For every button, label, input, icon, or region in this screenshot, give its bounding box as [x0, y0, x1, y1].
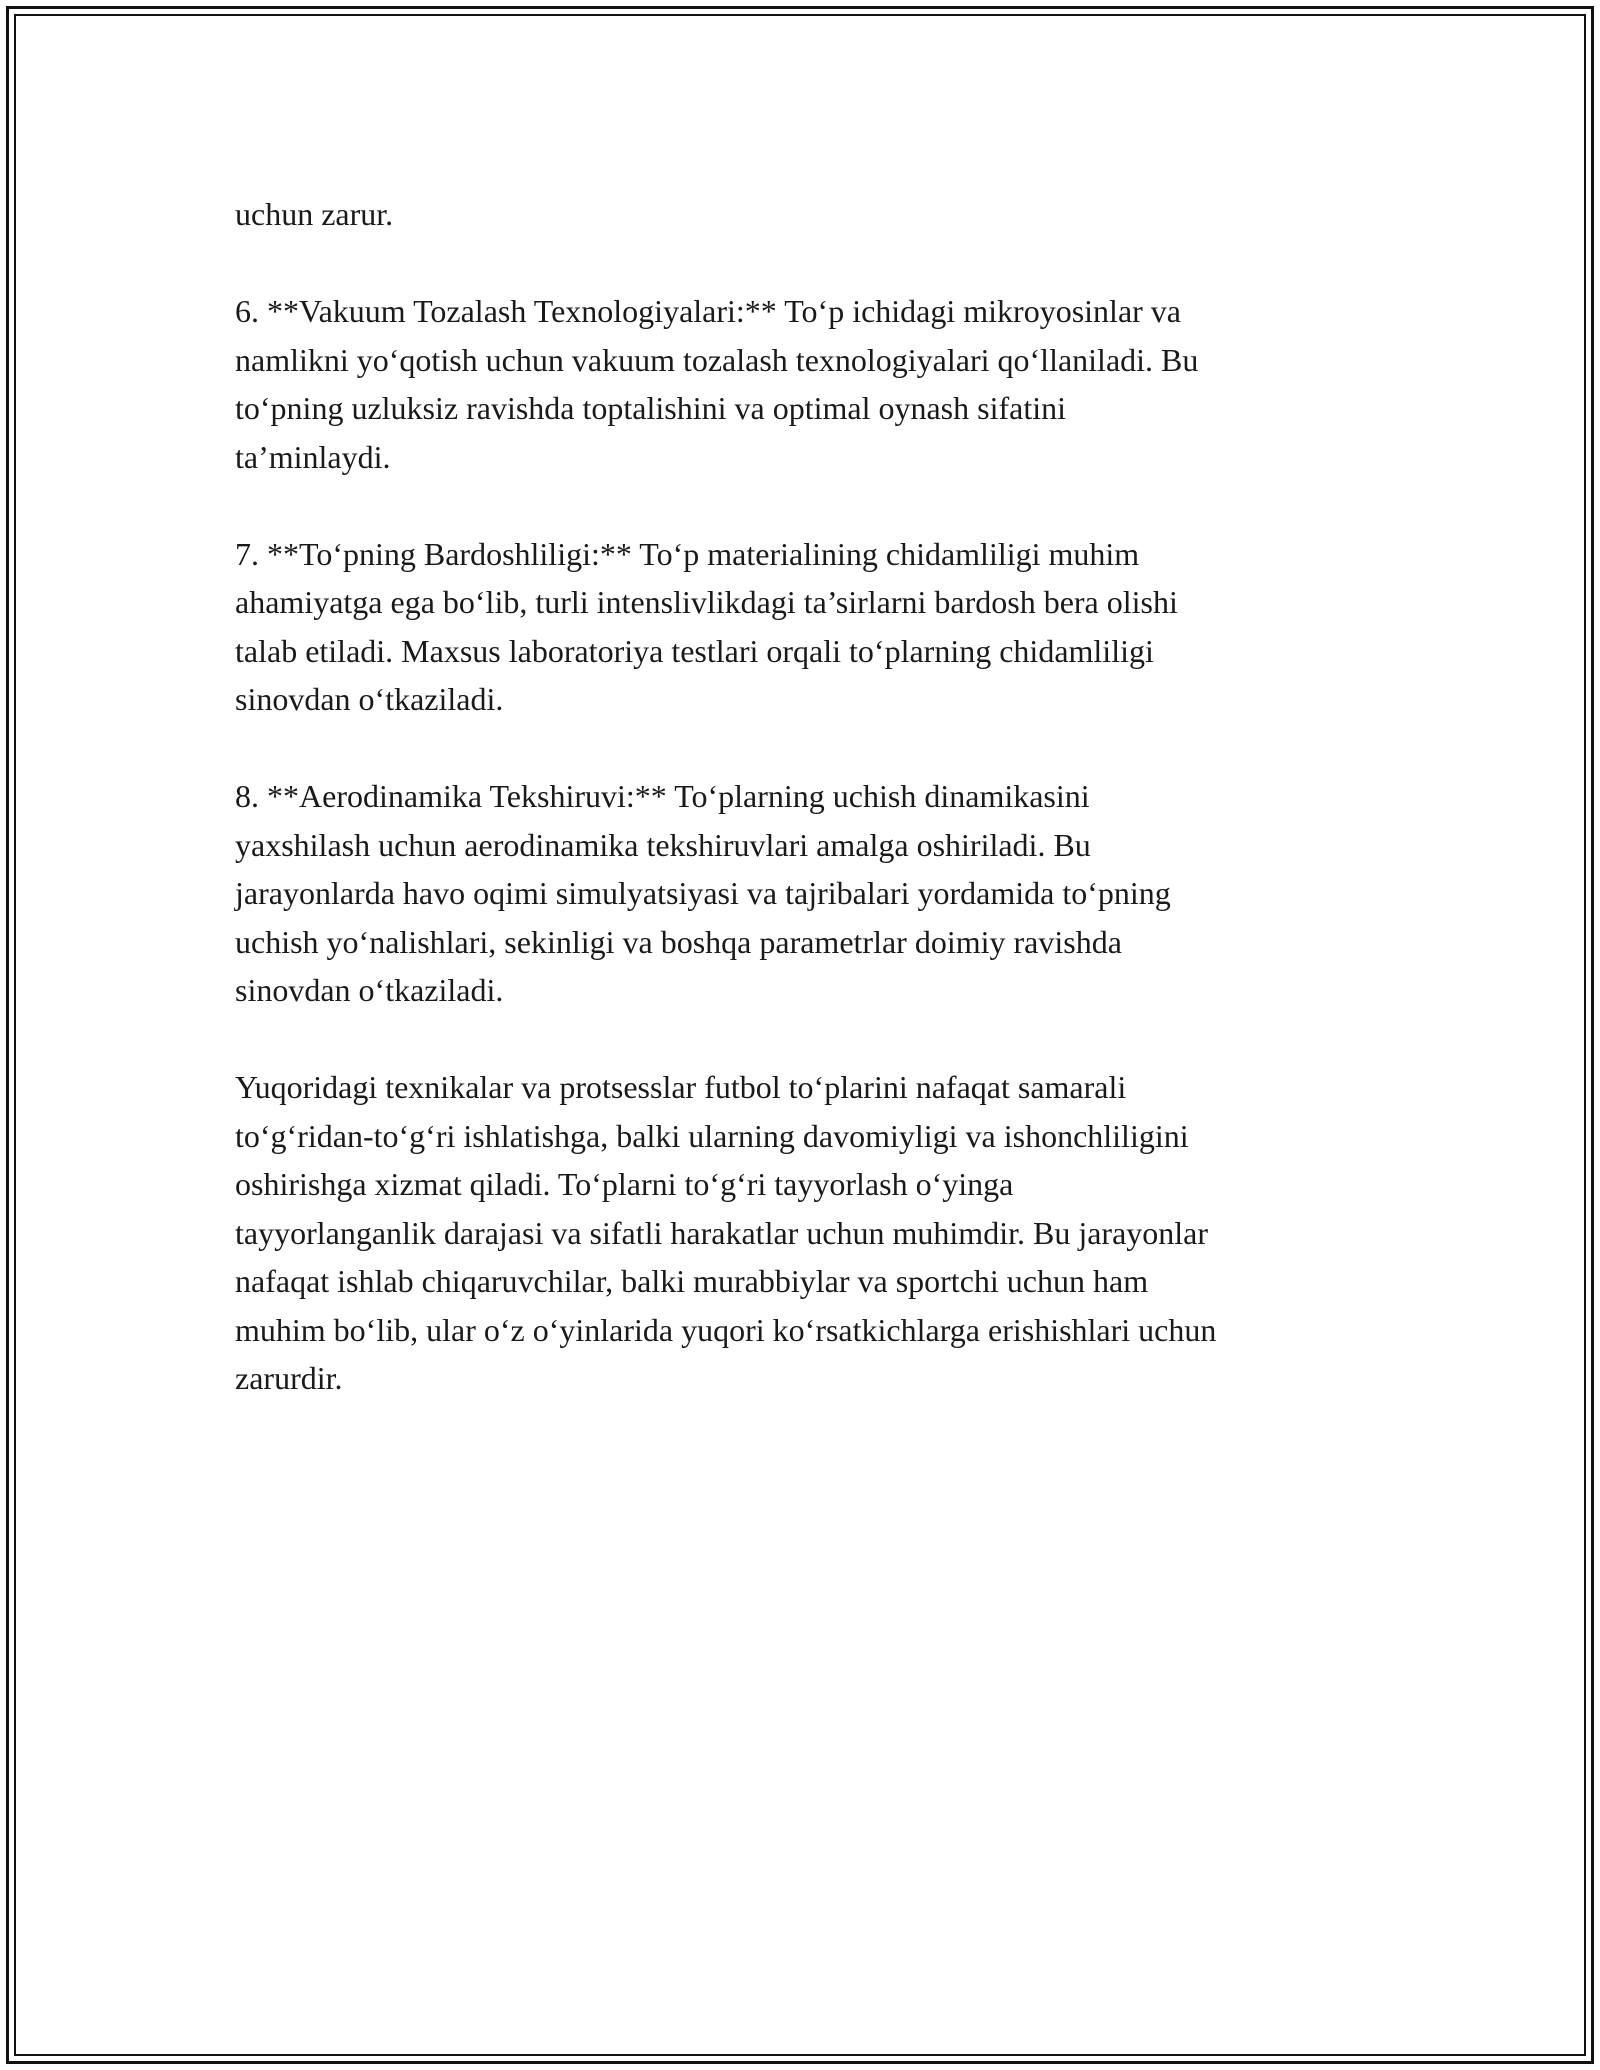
- text-line: jarayonlarda havo oqimi simulyatsiyasi va tajribalari yordamida to‘pning: [235, 875, 1171, 911]
- text-line: 6. **Vakuum Tozalash Texnologiyalari:** To‘p ichidagi mikroyosinlar va: [235, 293, 1181, 329]
- text-line: uchun zarur.: [235, 196, 394, 232]
- text-line: ta’minlaydi.: [235, 438, 391, 475]
- text-line: nafaqat ishlab chiqaruvchilar, balki murabbiylar va sportchi uchun ham: [235, 1263, 1149, 1299]
- text-line: zarurdir.: [235, 1360, 343, 1396]
- paragraph-continuation: [235, 190, 1365, 239]
- text-line: tayyorlanganlik darajasi va sifatli harakatlar uchun muhimdir. Bu jarayonlar: [235, 1214, 1209, 1251]
- text-line: Yuqoridagi texnikalar va protsesslar futbol to‘plarini nafaqat samarali: [235, 1069, 1127, 1105]
- document-body: [235, 190, 1365, 1451]
- paragraph-item-6-vacuum-cleaning: [235, 287, 1365, 481]
- text-line: 8. **Aerodinamika Tekshiruvi:** To‘plarning uchish dinamikasini: [235, 778, 1090, 814]
- text-line: to‘g‘ridan-to‘g‘ri ishlatishga, balki ularning davomiyligi va ishonchliligini: [235, 1117, 1189, 1154]
- text-line: namlikni yo‘qotish uchun vakuum tozalash texnologiyalari qo‘llaniladi. Bu: [235, 341, 1199, 378]
- text-line: 7. **To‘pning Bardoshliligi:** To‘p materialining chidamliligi muhim: [235, 535, 1140, 572]
- text-line: sinovdan o‘tkaziladi.: [235, 972, 504, 1008]
- paragraph-item-8-aerodynamics: [235, 772, 1365, 1015]
- text-line: uchish yo‘nalishlari, sekinligi va boshqa parametrlar doimiy ravishda: [235, 923, 1122, 960]
- paragraph-conclusion: [235, 1063, 1365, 1403]
- text-line: muhim bo‘lib, ular o‘z o‘yinlarida yuqori ko‘rsatkichlarga erishishlari uchun: [235, 1311, 1217, 1348]
- text-line: ahamiyatga ega bo‘lib, turli intenslivlikdagi ta’sirlarni bardosh bera olishi: [235, 584, 1178, 620]
- text-line: oshirishga xizmat qiladi. To‘plarni to‘g‘ri tayyorlash o‘yinga: [235, 1166, 1014, 1202]
- text-line: yaxshilash uchun aerodinamika tekshiruvlari amalga oshiriladi. Bu: [235, 826, 1091, 863]
- text-line: to‘pning uzluksiz ravishda toptalishini va optimal oynash sifatini: [235, 390, 1066, 426]
- text-line: talab etiladi. Maxsus laboratoriya testlari orqali to‘plarning chidamliligi: [235, 632, 1154, 669]
- text-line: sinovdan o‘tkaziladi.: [235, 681, 504, 717]
- paragraph-item-7-durability: [235, 530, 1365, 724]
